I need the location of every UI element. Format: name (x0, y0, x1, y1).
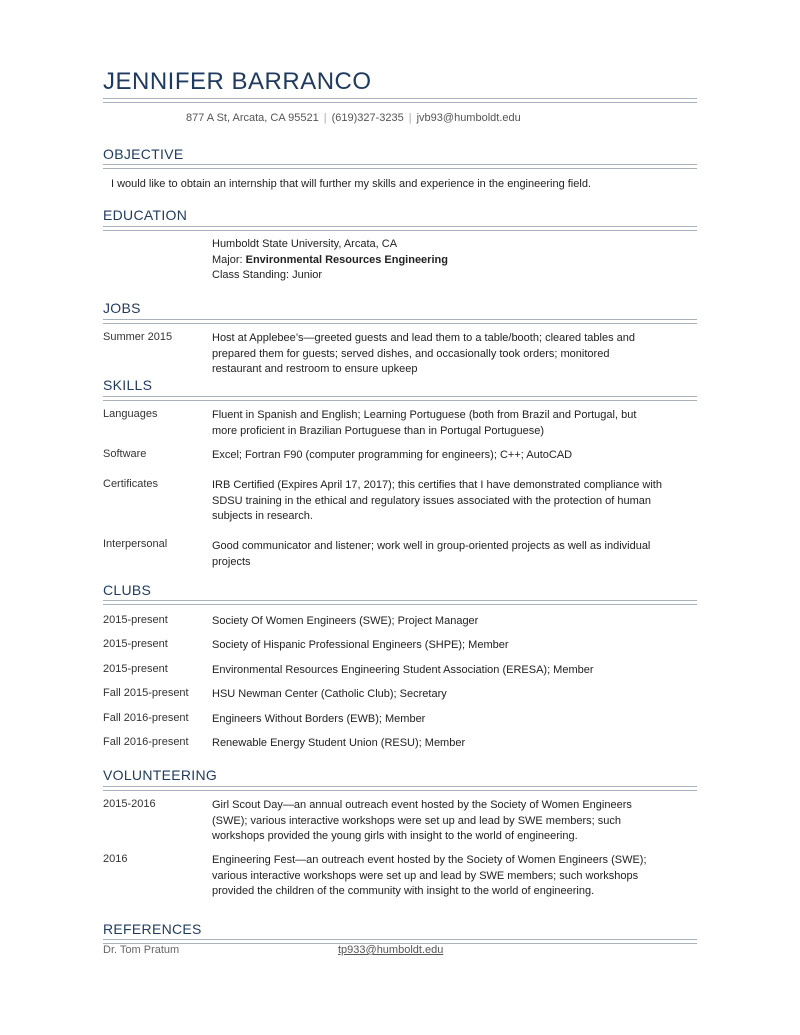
contact-line (186, 112, 521, 124)
separator: | (323, 112, 327, 124)
skill-text: Good communicator and listener; work well in group-oriented projects as well as individual projects (212, 540, 651, 568)
section-divider (103, 600, 697, 605)
section-divider (103, 396, 697, 401)
education-block (212, 237, 662, 284)
club-text: Environmental Resources Engineering Student Association (ERESA); Member (212, 664, 594, 676)
class-standing: Class Standing: Junior (212, 269, 323, 281)
major (212, 253, 662, 269)
club-text: HSU Newman Center (Catholic Club); Secretary (212, 688, 447, 700)
section-title-objective: OBJECTIVE (103, 146, 184, 162)
club-date: Fall 2016-present (103, 712, 189, 724)
club-text: Society of Hispanic Professional Engineers (SHPE); Member (212, 639, 509, 651)
job-description: Host at Applebee’s—greeted guests and lead them to a table/booth; cleared tables and prepared them for guests; served dishes, and occasionally took orders; monitored restaurant and restroom to ensure upkeep (212, 332, 635, 375)
volunteer-text: Girl Scout Day—an annual outreach event hosted by the Society of Women Engineers (SWE); various interactive workshops were set up and lead by SWE members; such workshops provided the young girls with insight to the world of engineering. (212, 799, 632, 842)
section-divider (103, 319, 697, 324)
skill-label: Interpersonal (103, 538, 168, 550)
section-title-jobs: JOBS (103, 300, 141, 316)
section-divider (103, 786, 697, 791)
section-title-education: EDUCATION (103, 207, 188, 223)
objective-text: I would like to obtain an internship that will further my skills and experience in the engineering field. (111, 178, 591, 190)
reference-name: Dr. Tom Pratum (103, 944, 180, 956)
address: 877 A St, Arcata, CA 95521 (186, 112, 319, 124)
reference-email-link[interactable]: tp933@humboldt.edu (338, 944, 444, 956)
separator: | (408, 112, 412, 124)
section-title-volunteering: VOLUNTEERING (103, 767, 218, 783)
volunteer-date: 2015-2016 (103, 798, 156, 810)
skill-text: Excel; Fortran F90 (computer programming for engineers); C++; AutoCAD (212, 449, 573, 461)
club-text: Engineers Without Borders (EWB); Member (212, 713, 426, 725)
resume-name: JENNIFER BARRANCO (103, 68, 372, 95)
club-date: 2015-present (103, 638, 168, 650)
section-title-references: REFERENCES (103, 921, 202, 937)
club-text: Society Of Women Engineers (SWE); Project Manager (212, 615, 479, 627)
skill-label: Software (103, 448, 147, 460)
section-title-skills: SKILLS (103, 377, 153, 393)
email: jvb93@humboldt.edu (416, 112, 521, 124)
section-divider (103, 164, 697, 169)
major-value: Environmental Resources Engineering (245, 253, 448, 266)
job-date: Summer 2015 (103, 331, 173, 343)
volunteer-date: 2016 (103, 853, 128, 865)
school: Humboldt State University, Arcata, CA (212, 238, 398, 250)
header-divider (103, 98, 697, 103)
club-date: Fall 2016-present (103, 736, 189, 748)
section-title-clubs: CLUBS (103, 582, 152, 598)
major-label: Major: (212, 253, 246, 266)
club-date: 2015-present (103, 663, 168, 675)
club-date: Fall 2015-present (103, 687, 189, 699)
skill-text: Fluent in Spanish and English; Learning Portuguese (both from Brazil and Portugal, but more proficient in Brazilian Portuguese than in Portugal Portuguese) (212, 409, 637, 437)
skill-label: Languages (103, 408, 158, 420)
section-divider (103, 226, 697, 231)
club-text: Renewable Energy Student Union (RESU); Member (212, 737, 466, 749)
volunteer-text: Engineering Fest—an outreach event hosted by the Society of Women Engineers (SWE); various interactive workshops were set up and lead by SWE members; such workshops provided the children of the community with insight to the world of engineering. (212, 854, 647, 897)
skill-label: Certificates (103, 478, 159, 490)
skill-text: IRB Certified (Expires April 17, 2017); this certifies that I have demonstrated compliance with SDSU training in the ethical and regulatory issues associated with the protection of human subjects in research. (212, 479, 662, 522)
phone: (619)327-3235 (331, 112, 404, 124)
club-date: 2015-present (103, 614, 168, 626)
